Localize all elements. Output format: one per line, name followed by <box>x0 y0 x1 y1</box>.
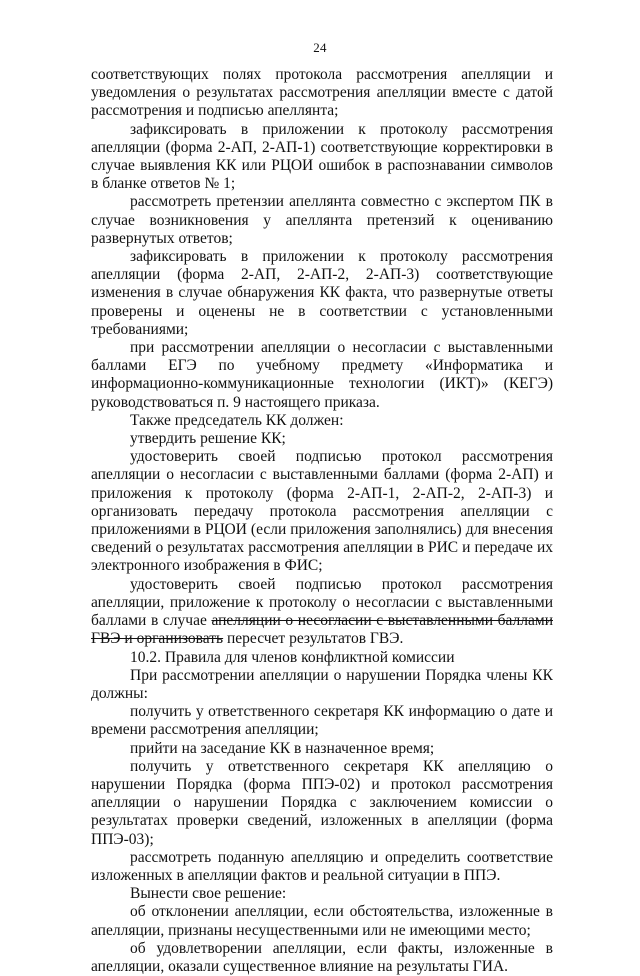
paragraph: зафиксировать в приложении к протоколу рассмотрения апелляции (форма 2-АП, 2-АП-1) соответствующие корректировки в случае выявления КК или РЦОИ ошибок в распознавании символов в бланке ответов № 1; <box>91 120 553 193</box>
paragraph: об удовлетворении апелляции, если факты, изложенные в апелляции, оказали существенное влияние на результаты ГИА. <box>91 939 553 975</box>
paragraph: утвердить решение КК; <box>130 430 286 448</box>
paragraph: получить у ответственного секретаря КК апелляцию о нарушении Порядка (форма ППЭ-02) и протокол рассмотрения апелляции о нарушении Порядка с заключением комиссии о результатах проверки сведений, изложенных в апелляции (форма ППЭ-03); <box>91 757 553 848</box>
paragraph-with-strikethrough <box>91 576 553 649</box>
paragraph-text: удостоверить своей подписью протокол рассмотрения апелляции, приложение к протоколу о несогласии с выставленными баллами в случае <box>91 575 553 630</box>
page-body <box>91 66 553 976</box>
paragraph-text: пересчет результатов ГВЭ. <box>227 630 404 648</box>
paragraph: получить у ответственного секретаря КК информацию о дате и времени рассмотрения апелляции; <box>91 703 553 739</box>
paragraph: прийти на заседание КК в назначенное время; <box>130 739 435 757</box>
paragraph: зафиксировать в приложении к протоколу рассмотрения апелляции (форма 2-АП, 2-АП-2, 2-АП-3) соответствующие изменения в случае обнаружения КК факта, что развернутые ответы проверены и оценены не в соответствии с установленными требованиями; <box>91 248 553 338</box>
page-number: 24 <box>313 40 327 55</box>
paragraph: удостоверить своей подписью протокол рассмотрения апелляции о несогласии с выставленными баллами (форма 2-АП) и приложения к протоколу (форма 2-АП-1, 2-АП-2, 2-АП-3) и организовать передачу протокола рассмотрения апелляции с приложениями в РЦОИ (если приложения заполнялись) для внесения сведений о результатах рассмотрения апелляции в РИС и передаче их электронного изображения в ФИС; <box>91 448 553 575</box>
paragraph: Также председатель КК должен: <box>130 411 344 429</box>
paragraph: Вынести свое решение: <box>130 885 287 903</box>
paragraph: при рассмотрении апелляции о несогласии с выставленными баллами ЕГЭ по учебному предмету «Информатика и информационно-коммуникационные технологии (ИКТ)» (КЕГЭ) руководствоваться п. 9 настоящего приказа. <box>91 339 553 411</box>
paragraph: рассмотреть поданную апелляцию и определить соответствие изложенных в апелляции фактов и реальной ситуации в ППЭ. <box>91 848 553 884</box>
struck-text: апелляции о несогласии с выставленными баллами ГВЭ и организовать <box>91 612 553 648</box>
paragraph: об отклонении апелляции, если обстоятельства, изложенные в апелляции, признаны несущественными или не имеющими место; <box>91 903 553 939</box>
paragraph: рассмотреть претензии апеллянта совместно с экспертом ПК в случае возникновения у апеллянта претензий к оцениванию развернутых ответов; <box>91 193 553 247</box>
paragraph: соответствующих полях протокола рассмотрения апелляции и уведомления о результатах рассмотрения апелляции вместе с датой рассмотрения и подписью апеллянта; <box>91 66 553 120</box>
section-heading: 10.2. Правила для членов конфликтной комиссии <box>130 648 455 666</box>
paragraph: При рассмотрении апелляции о нарушении Порядка члены КК должны: <box>91 666 553 702</box>
